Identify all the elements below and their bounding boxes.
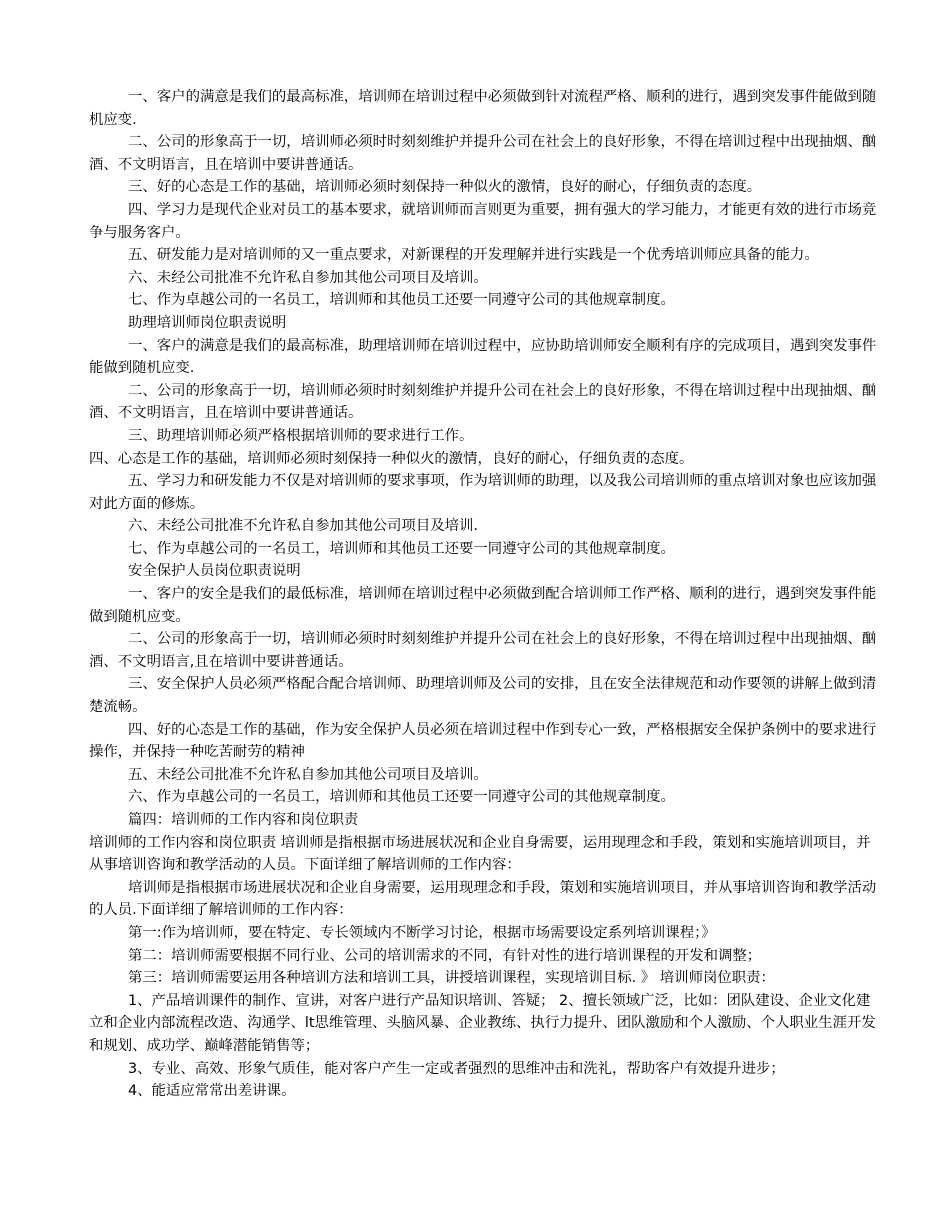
paragraph: 3、专业、高效、形象气质佳，能对客户产生一定或者强烈的思维冲击和洗礼，帮助客户有效提升进步； [128,1060,785,1077]
paragraph: 1、产品培训课件的制作、宣讲，对客户进行产品知识培训、答疑； 2、擅长领域广泛，比如：团队建设、企业文化建立和企业内部流程改造、沟通学、lt思维管理、头脑风暴、企业教练、执行力提升、团队激励和个人激励、个人职业生涯开发和规划、成功学、巅峰潜能销售等； [89,992,876,1054]
paragraph: 第三：培训师需要运用各种培训方法和培训工具，讲授培训课程，实现培训目标. 》 培训师岗位职责： [128,970,775,987]
paragraph: 四、心态是工作的基础，培训师必须时刻保持一种似火的激情，良好的耐心，仔细负责的态度。 [89,450,694,467]
paragraph: 七、作为卓越公司的一名员工，培训师和其他员工还要一同遵守公司的其他规章制度。 [128,292,675,309]
paragraph: 三、助理培训师必须严格根据培训师的要求进行工作。 [128,427,474,444]
paragraph: 一、客户的安全是我们的最低标准，培训师在培训过程中必须做到配合培训师工作严格、顺利的进行，遇到突发事件能做到随机应变。 [89,586,877,625]
paragraph: 第二：培训师需要根据不同行业、公司的培训需求的不同，有针对性的进行培训课程的开发和调整； [128,947,762,964]
paragraph: 四、学习力是现代企业对员工的基本要求，就培训师而言则更为重要，拥有强大的学习能力，才能更有效的进行市场竞争与服务客户。 [89,201,877,241]
paragraph: 4、能适应常常出差讲课。 [128,1083,296,1100]
document-body [89,86,879,1103]
paragraph: 七、作为卓越公司的一名员工，培训师和其他员工还要一同遵守公司的其他规章制度。 [128,540,675,557]
paragraph: 六、未经公司批准不允许私自参加其他公司项目及培训. [128,518,478,535]
paragraph: 三、安全保护人员必须严格配合配合培训师、助理培训师及公司的安排，且在安全法律规范和动作要领的讲解上做到清楚流畅。 [89,676,877,716]
paragraph: 二、公司的形象高于一切，培训师必须时时刻刻维护并提升公司在社会上的良好形象，不得在培训过程中出现抽烟、酗酒、不文明语言，且在培训中要讲普通话。 [89,382,877,422]
paragraph: 五、未经公司批准不允许私自参加其他公司项目及培训。 [128,766,488,783]
paragraph: 培训师是指根据市场进展状况和企业自身需要，运用现理念和手段，策划和实施培训项目，并从事培训咨询和教学活动的人员.下面详细了解培训师的工作内容： [89,879,877,919]
paragraph: 二、公司的形象高于一切，培训师必须时时刻刻维护并提升公司在社会上的良好形象，不得在培训过程中出现抽烟、酗酒、不文明语言,且在培训中要讲普通话。 [89,631,877,670]
paragraph: 三、好的心态是工作的基础，培训师必须时刻保持一种似火的激情，良好的耐心，仔细负责的态度。 [128,179,762,196]
paragraph: 一、客户的满意是我们的最高标准，培训师在培训过程中必须做到针对流程严格、顺利的进行，遇到突发事件能做到随机应变. [89,89,877,128]
paragraph: 第一:作为培训师，要在特定、专长领域内不断学习讨论，根据市场需要设定系列培训课程；》 [128,924,716,941]
paragraph: 六、作为卓越公司的一名员工，培训师和其他员工还要一同遵守公司的其他规章制度。 [128,789,675,806]
paragraph: 二、公司的形象高于一切，培训师必须时时刻刻维护并提升公司在社会上的良好形象，不得在培训过程中出现抽烟、酗酒、不文明语言，且在培训中要讲普通话。 [89,134,877,173]
paragraph: 培训师的工作内容和岗位职责 培训师是指根据市场进展状况和企业自身需要，运用现理念和手段，策划和实施培训项目，并从事培训咨询和教学活动的人员。下面详细了解培训师的工作内容： [89,834,871,874]
paragraph: 五、学习力和研发能力不仅是对培训师的要求事项，作为培训师的助理，以及我公司培训师的重点培训对象也应该加强对此方面的修炼。 [89,473,877,512]
section-heading: 安全保护人员岗位职责说明 [128,563,301,580]
section-heading: 篇四：培训师的工作内容和岗位职责 [128,812,359,828]
paragraph: 五、研发能力是对培训师的又一重点要求，对新课程的开发理解并进行实践是一个优秀培训师应具备的能力。 [128,247,819,264]
section-heading: 助理培训师岗位职责说明 [128,314,287,331]
paragraph: 六、未经公司批准不允许私自参加其他公司项目及培训。 [128,269,488,286]
paragraph: 一、客户的满意是我们的最高标准，助理培训师在培训过程中，应协助培训师安全顺利有序的完成项目，遇到突发事件能做到随机应变. [89,337,877,377]
paragraph: 四、好的心态是工作的基础，作为安全保护人员必须在培训过程中作到专心一致，严格根据安全保护条例中的要求进行操作，并保持一种吃苦耐劳的精神 [89,721,877,761]
